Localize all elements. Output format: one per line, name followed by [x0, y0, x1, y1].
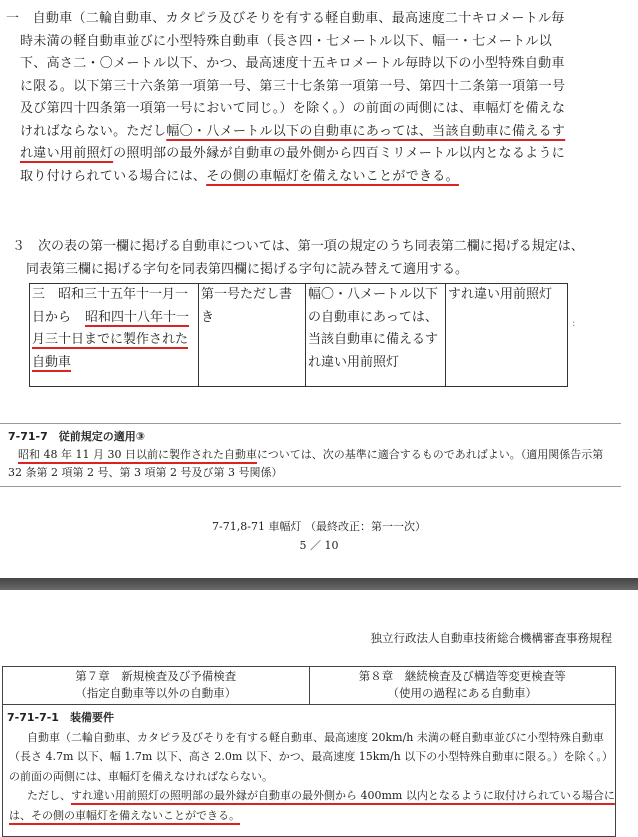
requirement-paragraph: 自動車（二輪自動車、カタピラ及びそりを有する軽自動車、最高速度 20km/h 未満の軽自動車並びに小型特殊自動車（長さ 4.7m 以下、幅 1.7m 以下、高さ 2.0m 以下、かつ、最高速度 15km/h 以下の小型特殊自動車に限る。）を除く。）の前面の両側には、車幅灯を備えなければならない。: [9, 730, 613, 783]
item-1-middle-text: の照明部の最外縁が自動車の最外側から四百ミリメートル以内となるように取り付けられている場合には、: [20, 146, 566, 184]
table-cell-replacement-text: すれ違い用前照灯: [446, 284, 568, 387]
margin-mark: :: [572, 318, 576, 329]
table-cell-vehicle: 三 昭和三十五年十一月一日から 昭和四十八年十一月三十日までに製作された自動車: [30, 284, 199, 387]
underlined-date-range: 昭和四十八年十一月三十日までに製作された自動車: [32, 309, 190, 370]
exception-paragraph: ただし、すれ違い用前照灯の照明部の最外縁が自動車の最外側から 400mm 以内となるように取付けられている場合には、その側の車幅灯を備えないことができる。: [9, 789, 615, 822]
page-footer: [0, 517, 638, 555]
paragraph-item-1: [6, 8, 572, 188]
underlined-phrase-omit: その側の車幅灯を備えないことができる。: [206, 168, 459, 184]
table-cell-provision: 第一号ただし書き: [199, 284, 306, 387]
underlined-date-phrase: 昭和 48 年 11 月 30 日以前に製作された自動車: [18, 448, 257, 461]
section-7-71-7: [0, 423, 621, 487]
underlined-exception: すれ違い用前照灯の照明部の最外縁が自動車の最外側から 400mm 以内となるように取付けられている場合には、その側の車幅灯を備えないことができる。: [9, 789, 615, 822]
section-heading: 7-71-7-1 装備要件: [7, 711, 114, 724]
reading-table: [29, 283, 568, 387]
underlined-phrase-width: 幅〇・八メートル以下の自動車にあっては、当該自動車に備えるすれ違い用前照灯: [20, 123, 566, 161]
organization-header: 独立行政法人自動車技術総合機構審査事務規程: [370, 631, 612, 645]
page-number: 5 ／ 10: [299, 539, 339, 552]
chapter-header-table: [2, 666, 616, 705]
item-3-text: ３ 次の表の第一欄に掲げる自動車については、第一項の規定のうち同表第二欄に掲げる規定は、同表第三欄に掲げる字句を同表第四欄に掲げる字句に読み替えて適用する。: [12, 239, 584, 277]
page-separator: [0, 578, 638, 590]
chapter-7-title: 第７章 新規検査及び予備検査 （指定自動車等以外の自動車）: [3, 667, 310, 705]
section-7-71-7-1: [2, 704, 616, 837]
paragraph-item-3: [6, 236, 596, 281]
table-row: [30, 284, 568, 387]
table-cell-original-text: 幅〇・八メートル以下の自動車にあっては、当該自動車に備えるすれ違い用前照灯: [306, 284, 446, 387]
document-page-next: [0, 590, 638, 837]
footer-title: 7-71,8-71 車幅灯 （最終改正：第一一次）: [212, 520, 426, 533]
item-1-text: 一 自動車（二輪自動車、カタピラ及びそりを有する軽自動車、最高速度二十キロメートル毎時未満の軽自動車並びに小型特殊自動車（長さ四・七メートル以下、幅一・七メートル以下、高さ二・〇メートル以下、かつ、最高速度十五キロメートル毎時以下の小型特殊自動車に限る。以下第三十六条第一項第一号、第三十七条第一項第一号、第四十二条第一項第一号及び第四十四条第一項第一号において同じ。）を除く。）の前面の両側には、車幅灯を備えなければならない。ただし: [6, 11, 566, 139]
section-body: 昭和 48 年 11 月 30 日以前に製作された自動車については、次の基準に適合するものであればよい。（適用関係告示第 32 条第 2 項第 2 号、第 3 項第 2 号及び第 3 号関係）: [8, 448, 604, 479]
section-heading: 7-71-7 従前規定の適用③: [8, 430, 146, 443]
chapter-8-title: 第８章 継続検査及び構造等変更検査等 （使用の過程にある自動車）: [309, 667, 616, 705]
